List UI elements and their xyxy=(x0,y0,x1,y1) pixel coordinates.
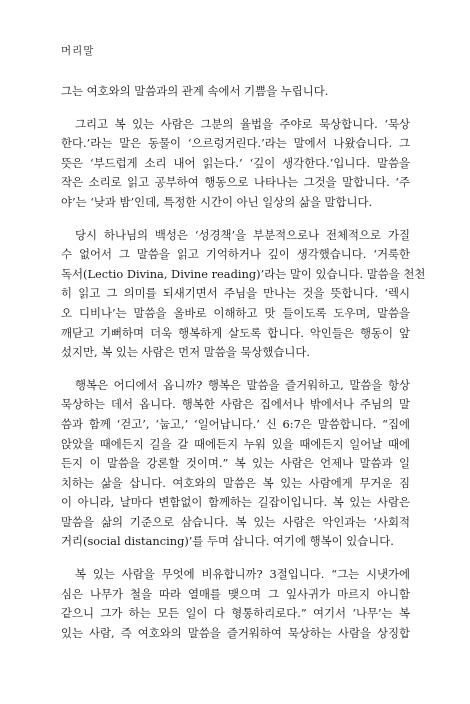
text-line: 수 없어서 그 말씀을 읽고 기억하거나 깊이 생각했습니다. ‘거룩한 xyxy=(61,247,410,262)
text-line: 히 읽고 그 의미를 되새기면서 주님을 만나는 것을 뜻합니다. ‘렉시 xyxy=(61,286,410,301)
text-line: 행복은 어디에서 옵니까? 행복은 말씀을 즐거워하고, 말씀을 항상 xyxy=(75,377,410,392)
text-line: 오 디비나’는 말씀을 올바로 이해하고 맛 들이도록 도우며, 말씀을 xyxy=(61,305,410,320)
text-line: 거리(social distancing)’를 두며 삽니다. 여기에 행복이 있습니다. xyxy=(61,534,394,549)
paragraph xyxy=(61,376,410,552)
text-line: 있는 사람, 즉 여호와의 말씀을 즐거워하여 묵상하는 사람을 상징합 xyxy=(61,625,410,640)
text-line: 묵상하는 데서 옵니다. 행복한 사람은 집에서나 밖에서나 주님의 말 xyxy=(61,397,410,412)
paragraph xyxy=(61,115,410,213)
text-line: 야’는 ‘낮과 밤’인데, 특정한 시간이 아닌 일상의 삶을 말합니다. xyxy=(61,194,373,209)
text-line: 당시 하나님의 백성은 ‘성경책’을 부분적으로나 전체적으로 가질 xyxy=(75,227,410,242)
paragraph xyxy=(61,226,426,363)
text-line: 든지 이 말씀을 강론할 것이며.” 복 있는 사람은 언제나 말씀과 일 xyxy=(61,456,410,471)
paragraph xyxy=(61,565,410,643)
text-line: 뜻은 ‘부드럽게 소리 내어 읽는다.’ ‘깊이 생각한다.’입니다. 말씀을 xyxy=(61,155,410,170)
text-line: 씀과 함께 ‘걷고’, ‘눕고,’ ‘일어납니다.’ 신 6:7은 말씀합니다. “집에 xyxy=(61,416,410,431)
text-line: 같으니 그가 하는 모든 일이 다 형통하리로다.” 여기서 ‘나무’는 복 xyxy=(61,606,410,621)
running-head: 머리말 xyxy=(61,45,95,57)
text-line: 치하는 삶을 삽니다. 여호와의 말씀은 복 있는 사람에게 무거운 짐 xyxy=(61,475,410,490)
text-line: 앉았을 때에든지 길을 갈 때에든지 누워 있을 때에든지 일어날 때에 xyxy=(61,436,410,451)
text-line: 섰지만, 복 있는 사람은 먼저 말씀을 묵상했습니다. xyxy=(61,345,311,360)
text-line: 이 아니라, 날마다 변함없이 함께하는 길잡이입니다. 복 있는 사람은 xyxy=(61,495,410,510)
text-line: 복 있는 사람을 무엇에 비유합니까? 3절입니다. “그는 시냇가에 xyxy=(75,567,410,582)
body-text xyxy=(61,82,426,656)
text-line: 심은 나무가 철을 따라 열매를 맺으며 그 잎사귀가 마르지 아니함 xyxy=(61,586,410,601)
text-line: 깨닫고 기뻐하며 더욱 행복하게 살도록 합니다. 악인들은 행동이 앞 xyxy=(61,325,410,340)
text-line: 그는 여호와의 말씀과의 관계 속에서 기쁨을 누립니다. xyxy=(61,84,329,98)
text-line: 말씀을 삶의 기준으로 삼습니다. 복 있는 사람은 악인과는 ‘사회적 xyxy=(61,514,410,529)
text-line: 독서(Lectio Divina, Divine reading)’라는 말이 있습니다. 말씀을 천천 xyxy=(61,266,426,281)
text-line: 작은 소리로 읽고 공부하여 행동으로 나타나는 그것을 말합니다. ‘주 xyxy=(61,175,410,190)
text-line: 그리고 복 있는 사람은 그분의 율법을 주야로 묵상합니다. ‘묵상 xyxy=(75,116,410,131)
text-line: 한다.’라는 말은 동물이 ‘으르렁거린다.’라는 말에서 나왔습니다. 그 xyxy=(61,136,410,151)
paragraph xyxy=(61,82,410,102)
